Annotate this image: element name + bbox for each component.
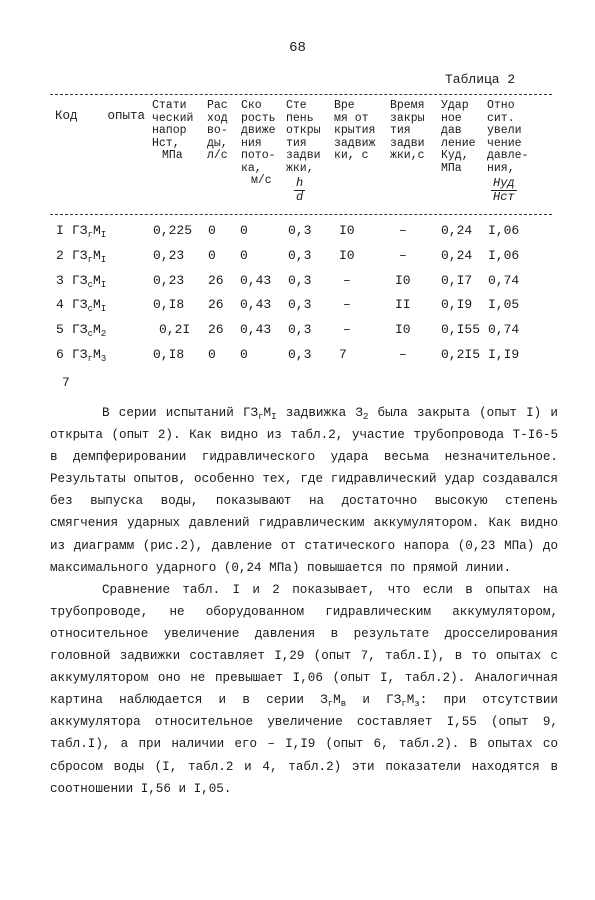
cell-hd: 0,3 xyxy=(288,247,312,263)
header-line: тия xyxy=(286,136,307,150)
cell-kud: 0,24 xyxy=(441,247,473,263)
header-line: Стати xyxy=(152,99,187,112)
header-line: во- xyxy=(207,124,228,137)
page-number: 68 xyxy=(289,40,306,56)
header-line: давле- xyxy=(487,149,529,162)
cell-tclose: – xyxy=(399,247,407,263)
header-line: Время xyxy=(390,99,425,112)
header-static-pressure xyxy=(152,100,193,163)
header-line: ки, с xyxy=(334,149,369,162)
header-line: задви xyxy=(390,136,425,150)
header-line: ление xyxy=(441,136,476,150)
header-line: сит. xyxy=(487,111,515,125)
cell-kud: 0,I9 xyxy=(441,297,473,313)
header-line: МПа xyxy=(441,161,462,175)
cell-tclose: – xyxy=(399,347,407,362)
header-line: ды, xyxy=(207,136,228,150)
header-line: Ско xyxy=(241,99,262,112)
header-code xyxy=(55,110,145,123)
header-line: Куд, xyxy=(441,149,469,162)
header-velocity xyxy=(241,100,276,188)
cell-topen: – xyxy=(343,272,351,288)
table-label: Таблица 2 xyxy=(445,72,516,87)
header-line: ход xyxy=(207,111,228,125)
header-line: крытия xyxy=(334,124,376,137)
header-line: ния, xyxy=(487,161,515,175)
cell-hst: 0,23 xyxy=(153,247,185,263)
cell-v: 0,43 xyxy=(240,322,272,338)
header-relative-increase xyxy=(487,100,528,205)
cell-hst: 0,23 xyxy=(153,272,185,288)
row-code: $ГЗ_гМ_I$ xyxy=(72,223,107,240)
row-number: I xyxy=(56,223,64,238)
header-line: МПа xyxy=(162,149,183,162)
cell-q: 0 xyxy=(208,223,216,238)
cell-tclose: I0 xyxy=(395,322,411,338)
header-open-time xyxy=(334,100,375,163)
header-line: мя от xyxy=(334,111,369,125)
cell-rel: I,06 xyxy=(488,247,520,263)
body-text xyxy=(50,402,558,800)
cell-kud: 0,I7 xyxy=(441,272,473,288)
cell-v: 0,43 xyxy=(240,297,272,313)
paragraph-2: Сравнение табл. I и 2 показывает, что если в опытах на трубопроводе, не оборудованном гидравлическим аккумулятором, относительное увеличение давления в результате дросселирования головной задвижки составляет I,29 (опыт 7, табл.I), в то опытах с аккумулятором оно не превышает I,06 (опыт I, табл.2). Аналогичная картина наблюдается и в серии $З_гМ_в$ и $ГЗ_гМ_з$: при отсутствии аккумулятора относительное увеличение составляет I,55 (опыт 9, табл.I), а при наличии его – I,I9 (опыт 6, табл.2). В опытах со сбросом воды (I, табл.2 и 4, табл.2) эти показатели находятся в соотношении I,56 и I,05. xyxy=(50,582,558,796)
row-number: 4 xyxy=(56,297,64,313)
header-line: откры xyxy=(286,124,321,137)
header-opening-fraction xyxy=(294,177,305,204)
row-code: $ГЗ_гМ_I$ xyxy=(72,247,107,265)
cell-hst: 0,I8 xyxy=(153,297,185,313)
header-line: закры xyxy=(390,111,425,125)
header-line: рость xyxy=(241,111,276,125)
cell-q: 26 xyxy=(208,297,224,313)
header-code-line: опыта xyxy=(107,109,146,123)
paragraph-1: В серии испытаний $ГЗ_гМ_I$ задвижка $З_2$ была закрыта (опыт I) и открыта (опыт 2). Как видно из табл.2, участие трубопровода Т-I6-5 в демпферировании гидравлического удара весьма незначительное. Результаты опытов, особенно тех, где гидравлический удар создавался без выпуска воды, показывают на достаточно высокую степень смягчения ударных давлений гидравлическим аккумулятором. Как видно из диаграмм (рис.2), давление от статического напора (0,23 МПа) до максимального ударного (0,24 МПа) повышается по прямой линии. xyxy=(50,406,558,575)
cell-hd: 0,3 xyxy=(288,272,312,288)
cell-v: 0 xyxy=(240,247,248,263)
header-line: Вре xyxy=(334,99,355,112)
header-shock-pressure xyxy=(441,100,476,175)
header-line: Удар xyxy=(441,99,469,112)
row-number: 5 xyxy=(56,322,64,338)
header-line: ческий xyxy=(152,111,194,125)
cell-kud: 0,24 xyxy=(441,223,473,238)
header-line: задвиж xyxy=(334,136,376,150)
cell-hd: 0,3 xyxy=(288,322,312,338)
header-line: Отно xyxy=(487,99,515,112)
row-code: $ГЗ_гМ_3$ xyxy=(72,347,107,364)
cell-hd: 0,3 xyxy=(288,297,312,313)
cell-v: 0 xyxy=(240,223,248,238)
cell-kud: 0,2I5 xyxy=(441,347,481,362)
cell-kud: 0,I55 xyxy=(441,322,481,338)
cell-hst: 0,I8 xyxy=(153,347,185,362)
header-line: пень xyxy=(286,111,314,125)
row-number: 6 xyxy=(56,347,64,362)
fraction-numerator: Нуд xyxy=(493,176,515,190)
row-number: 2 xyxy=(56,247,64,263)
cell-q: 0 xyxy=(208,247,216,263)
cell-q: 26 xyxy=(208,322,224,338)
cell-rel: I,I9 xyxy=(488,347,520,362)
cell-q: 0 xyxy=(208,347,216,362)
header-line: Hст, xyxy=(152,136,180,150)
header-line: ка, xyxy=(241,161,262,175)
cell-hst: 0,225 xyxy=(153,223,193,238)
header-flow xyxy=(207,100,228,163)
cell-topen: 7 xyxy=(339,347,347,362)
cell-tclose: I0 xyxy=(395,272,411,288)
cell-rel: 0,74 xyxy=(488,272,520,288)
cell-rel: 0,74 xyxy=(488,322,520,338)
cell-hd: 0,3 xyxy=(288,223,312,238)
cell-rel: I,06 xyxy=(488,223,520,238)
cell-topen: I0 xyxy=(339,223,355,238)
row-code: $ГЗ_сМ_2$ xyxy=(72,322,107,340)
header-opening xyxy=(286,100,321,205)
fraction-denominator: d xyxy=(296,190,304,204)
header-line: л/с xyxy=(207,149,228,162)
cell-topen: – xyxy=(343,297,351,313)
header-line: ное xyxy=(441,111,462,125)
header-line: тия xyxy=(390,124,411,137)
cell-tclose: II xyxy=(395,297,411,313)
cell-topen: I0 xyxy=(339,247,355,263)
cell-rel: I,05 xyxy=(488,297,520,313)
table-header-rule xyxy=(50,214,552,215)
table-top-rule xyxy=(50,94,552,95)
header-line: движе xyxy=(241,124,276,137)
header-line: Рас xyxy=(207,99,228,112)
header-line: напор xyxy=(152,124,187,137)
row-code: $ГЗ_сМ_I$ xyxy=(72,272,107,290)
header-line: пото- xyxy=(241,149,276,162)
cell-hd: 0,3 xyxy=(288,347,312,362)
cell-v: 0,43 xyxy=(240,272,272,288)
row-code: $ГЗ_сМ_I$ xyxy=(72,297,107,315)
header-line: задви xyxy=(286,149,321,162)
header-line: жки, xyxy=(286,161,314,175)
fraction-denominator: Нст xyxy=(493,190,515,204)
cell-q: 26 xyxy=(208,272,224,288)
stray-mark: 7 xyxy=(62,375,70,390)
cell-v: 0 xyxy=(240,347,248,362)
header-line: Сте xyxy=(286,99,307,112)
header-line: жки,с xyxy=(390,149,425,162)
header-line: дав xyxy=(441,124,462,137)
row-number: 3 xyxy=(56,272,64,288)
header-line: м/с xyxy=(251,174,272,187)
header-line: ния xyxy=(241,136,262,150)
fraction-numerator: h xyxy=(296,176,304,190)
header-relative-fraction xyxy=(491,177,517,204)
header-close-time xyxy=(390,100,425,163)
cell-tclose: – xyxy=(399,223,407,238)
cell-hst: 0,2I xyxy=(159,322,191,338)
cell-topen: – xyxy=(343,322,351,338)
header-line: увели xyxy=(487,124,522,137)
header-code-line: Код xyxy=(55,109,78,123)
header-line: чение xyxy=(487,136,522,150)
